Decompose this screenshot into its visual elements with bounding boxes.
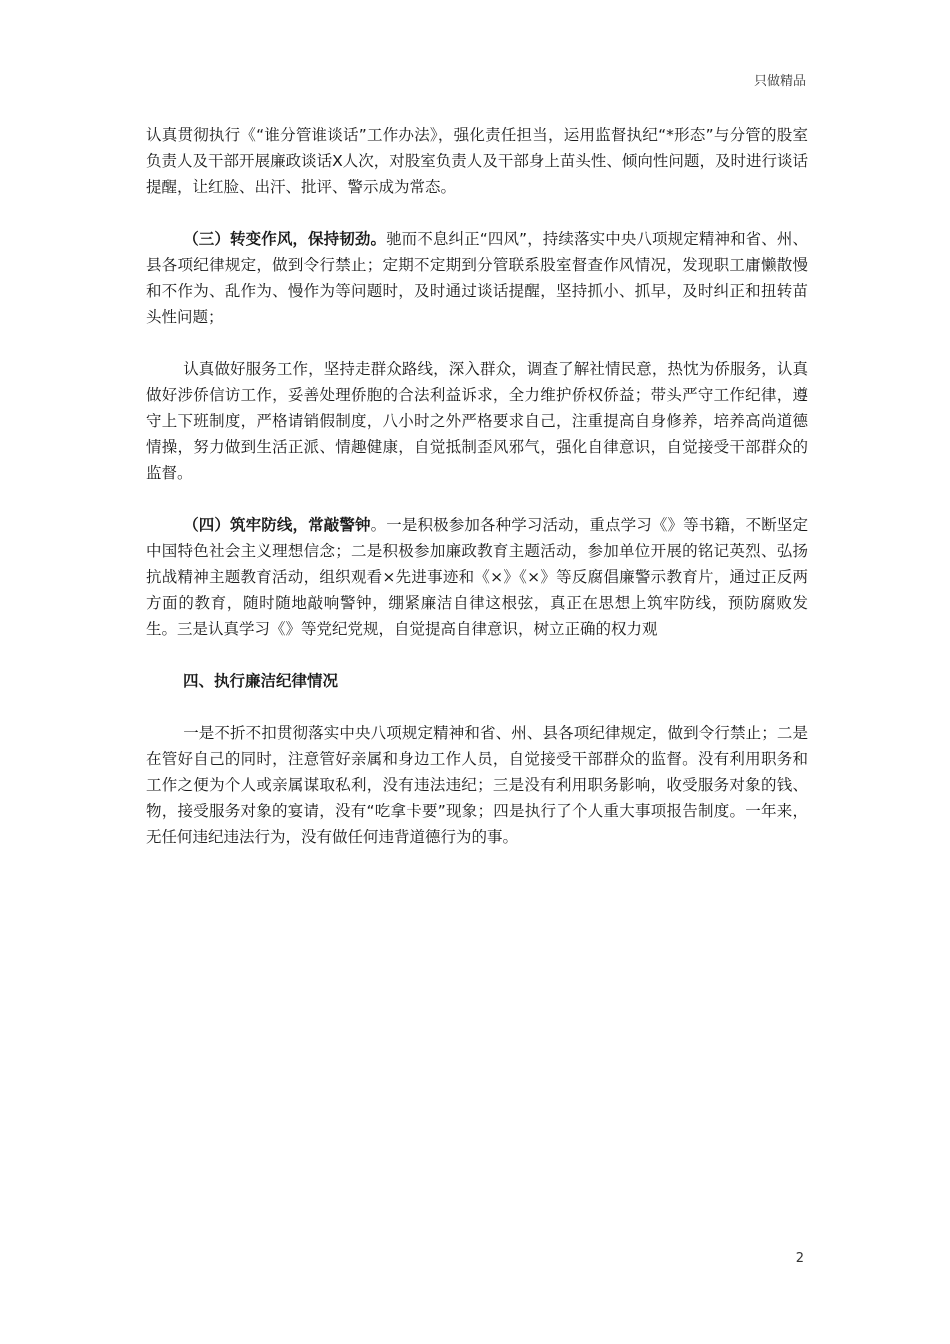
paragraph-gap (146, 486, 808, 512)
section-title-discipline: 四、执行廉洁纪律情况 (183, 672, 339, 690)
paragraph-service-work: 认真做好服务工作，坚持走群众路线，深入群众，调查了解社情民意，热忱为侨服务，认真做好涉侨信访工作，妥善处理侨胞的合法利益诉求，全力维护侨权侨益；带头严守工作纪律，遵守上下班制度，严格请销假制度，八小时之外严格要求自己，注重提高自身修养，培养高尚道德情操，努力做到生活正派、情趣健康，自觉抵制歪风邪气，强化自律意识，自觉接受干部群众的监督。 (146, 360, 808, 482)
paragraph-talks: 认真贯彻执行《“谁分管谁谈话”工作办法》，强化责任担当，运用监督执纪“*形态”与分管的股室负责人及干部开展廉政谈话X人次，对股室负责人及干部身上苗头性、倾向性问题，及时进行谈话提醒，让红脸、出汗、批评、警示成为常态。 (146, 126, 808, 196)
paragraph-body-style-change: 驰而不息纠正“四风”，持续落实中央八项规定精神和省、州、县各项纪律规定，做到令行禁止；定期不定期到分管联系股室督查作风情况，发现职工庸懒散慢和不作为、乱作为、慢作为等问题时，及时通过谈话提醒，坚持抓小、抓早，及时纠正和扭转苗头性问题； (146, 230, 808, 326)
paragraph-lead-style-change: （三）转变作风，保持韧劲。 (183, 230, 387, 248)
paragraph-defense-line (146, 512, 808, 642)
page-number: 2 (795, 1251, 804, 1266)
header-note: 只做精品 (753, 74, 806, 89)
paragraph-gap (146, 694, 808, 720)
paragraph-body-defense-line: 。一是积极参加各种学习活动，重点学习《》等书籍，不断坚定中国特色社会主义理想信念；二是积极参加廉政教育主题活动，参加单位开展的铭记英烈、弘扬抗战精神主题教育活动，组织观看×先进事迹和《×》《×》等反腐倡廉警示教育片，通过正反两方面的教育，随时随地敲响警钟，绷紧廉洁自律这根弦，真正在思想上筑牢防线，预防腐败发生。三是认真学习《》等党纪党规，自觉提高自律意识，树立正确的权力观 (146, 516, 808, 638)
paragraph-discipline: 一是不折不扣贯彻落实中央八项规定精神和省、州、县各项纪律规定，做到令行禁止；二是在管好自己的同时，注意管好亲属和身边工作人员，自觉接受干部群众的监督。没有利用职务和工作之便为个人或亲属谋取私利，没有违法违纪；三是没有利用职务影响，收受服务对象的钱、物，接受服务对象的宴请，没有“吃拿卡要”现象；四是执行了个人重大事项报告制度。一年来，无任何违纪违法行为，没有做任何违背道德行为的事。 (146, 724, 808, 846)
paragraph-style-change (146, 226, 808, 330)
document-body (146, 122, 808, 850)
paragraph-gap (146, 642, 808, 668)
paragraph-lead-defense-line: （四）筑牢防线，常敲警钟 (183, 516, 371, 534)
paragraph-gap (146, 200, 808, 226)
paragraph-gap (146, 330, 808, 356)
